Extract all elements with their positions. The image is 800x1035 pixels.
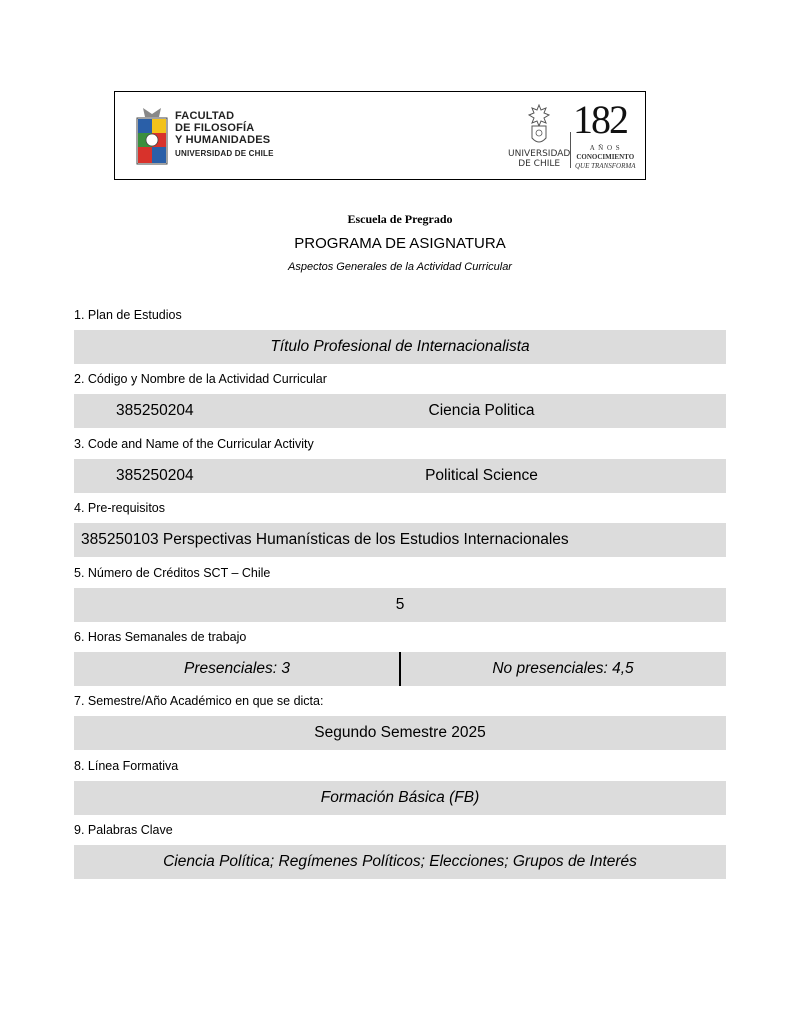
program-subtitle: Aspectos Generales de la Actividad Curricular <box>288 261 512 273</box>
faculty-name: FACULTAD DE FILOSOFÍA Y HUMANIDADES UNIVERSIDAD DE CHILE <box>175 110 274 158</box>
hours-no-presencial: No presenciales: 4,5 <box>492 660 634 677</box>
section-3-row <box>74 459 726 493</box>
course-code-en: 385250204 <box>116 467 194 484</box>
course-code: 385250204 <box>116 402 194 419</box>
section-3-label: 3. Code and Name of the Curricular Activity <box>74 437 314 451</box>
hours-presencial: Presenciales: 3 <box>184 660 290 677</box>
university-name: UNIVERSIDAD DE CHILE <box>508 149 571 169</box>
section-9-value: Ciencia Política; Regímenes Políticos; Elecciones; Grupos de Interés <box>74 845 726 879</box>
section-4-value: 385250103 Perspectivas Humanísticas de los Estudios Internacionales <box>74 523 726 557</box>
section-1-label: 1. Plan de Estudios <box>74 308 182 322</box>
section-8-value: Formación Básica (FB) <box>74 781 726 815</box>
section-6-row <box>74 652 726 686</box>
section-5-value: 5 <box>74 588 726 622</box>
section-2-label: 2. Código y Nombre de la Actividad Curricular <box>74 372 327 386</box>
faculty-shield-icon <box>135 106 169 168</box>
program-title: PROGRAMA DE ASIGNATURA <box>294 235 506 252</box>
section-9-label: 9. Palabras Clave <box>74 823 173 837</box>
section-1-value: Título Profesional de Internacionalista <box>74 330 726 364</box>
section-2-row <box>74 394 726 428</box>
section-6-label: 6. Horas Semanales de trabajo <box>74 630 247 644</box>
section-8-label: 8. Línea Formativa <box>74 759 179 773</box>
course-name-en: Political Science <box>425 467 538 484</box>
course-name: Ciencia Politica <box>428 402 535 419</box>
university-seal-icon <box>527 104 551 148</box>
section-7-value: Segundo Semestre 2025 <box>74 716 726 750</box>
section-5-label: 5. Número de Créditos SCT – Chile <box>74 566 271 580</box>
school-title: Escuela de Pregrado <box>347 212 453 226</box>
section-4-label: 4. Pre-requisitos <box>74 501 166 515</box>
header-divider <box>570 132 571 168</box>
header-logo-box <box>114 91 646 180</box>
anniversary-tagline: A Ñ O S CONOCIMIENTO QUE TRANSFORMA <box>575 144 636 170</box>
anniversary-number: 182 <box>573 97 627 142</box>
section-7-label: 7. Semestre/Año Académico en que se dicta: <box>74 694 324 708</box>
